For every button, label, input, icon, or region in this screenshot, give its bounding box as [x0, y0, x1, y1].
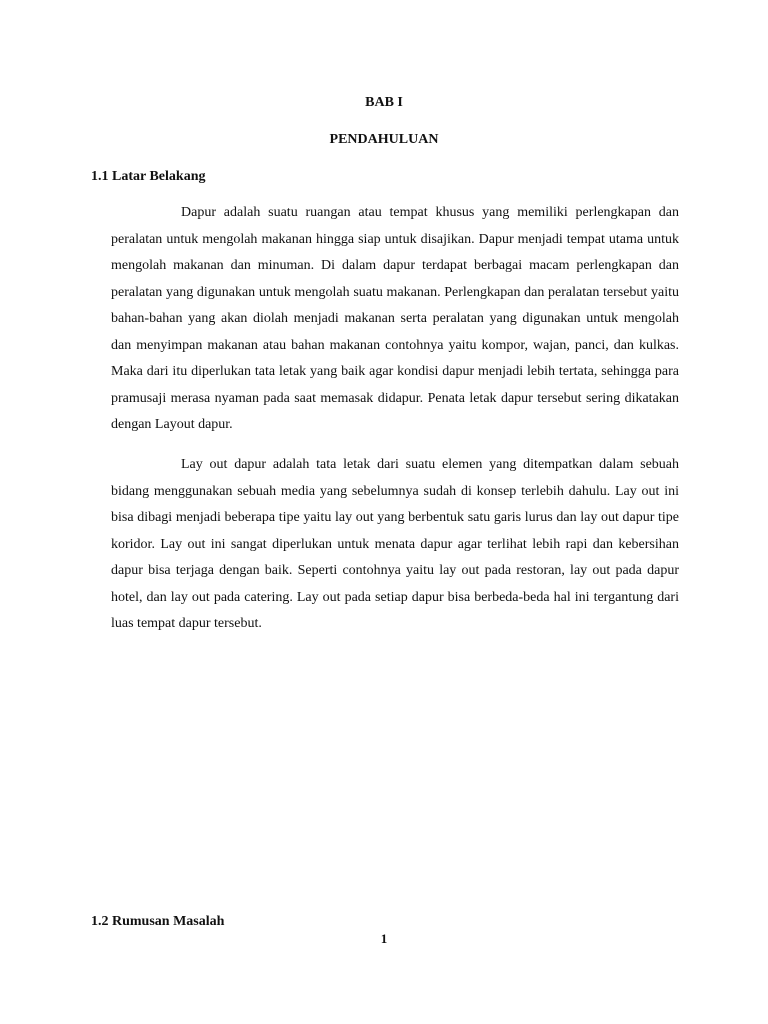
section-heading-latar-belakang: 1.1 Latar Belakang: [91, 169, 206, 184]
section-heading-rumusan-masalah: 1.2 Rumusan Masalah: [91, 914, 225, 929]
page-number: 1: [380, 931, 388, 946]
body-paragraph: Lay out dapur adalah tata letak dari suatu elemen yang ditempatkan dalam sebuah bidang menggunakan sebuah media yang sebelumnya sudah di konsep terlebih dahulu. Lay out ini bisa dibagi menjadi beberapa tipe yaitu lay out yang berbentuk satu garis lurus dan lay out dapur tipe koridor. Lay out ini sangat diperlukan untuk menata dapur agar terlihat lebih rapi dan kebersihan dapur bisa terjaga dengan baik. Seperti contohnya yaitu lay out pada restoran, lay out pada dapur hotel, dan lay out pada catering. Lay out pada setiap dapur bisa berbeda-beda hal ini tergantung dari luas tempat dapur tersebut.: [111, 457, 679, 631]
body-paragraph: Dapur adalah suatu ruangan atau tempat khusus yang memiliki perlengkapan dan peralatan untuk mengolah makanan hingga siap untuk disajikan. Dapur menjadi tempat utama untuk mengolah makanan dan minuman. Di dalam dapur terdapat berbagai macam perlengkapan dan peralatan yang digunakan untuk mengolah suatu makanan. Perlengkapan dan peralatan tersebut yaitu bahan-bahan yang akan diolah menjadi makanan serta peralatan yang digunakan untuk mengolah dan menyimpan makanan atau bahan makanan contohnya yaitu kompor, wajan, panci, dan kulkas. Maka dari itu diperlukan tata letak yang baik agar kondisi dapur menjadi lebih tertata, sehingga para pramusaji merasa nyaman pada saat memasak didapur. Penata letak dapur tersebut sering dikatakan dengan Layout dapur.: [111, 205, 679, 432]
chapter-title: PENDAHULUAN: [329, 132, 439, 147]
chapter-number: BAB I: [365, 95, 403, 110]
